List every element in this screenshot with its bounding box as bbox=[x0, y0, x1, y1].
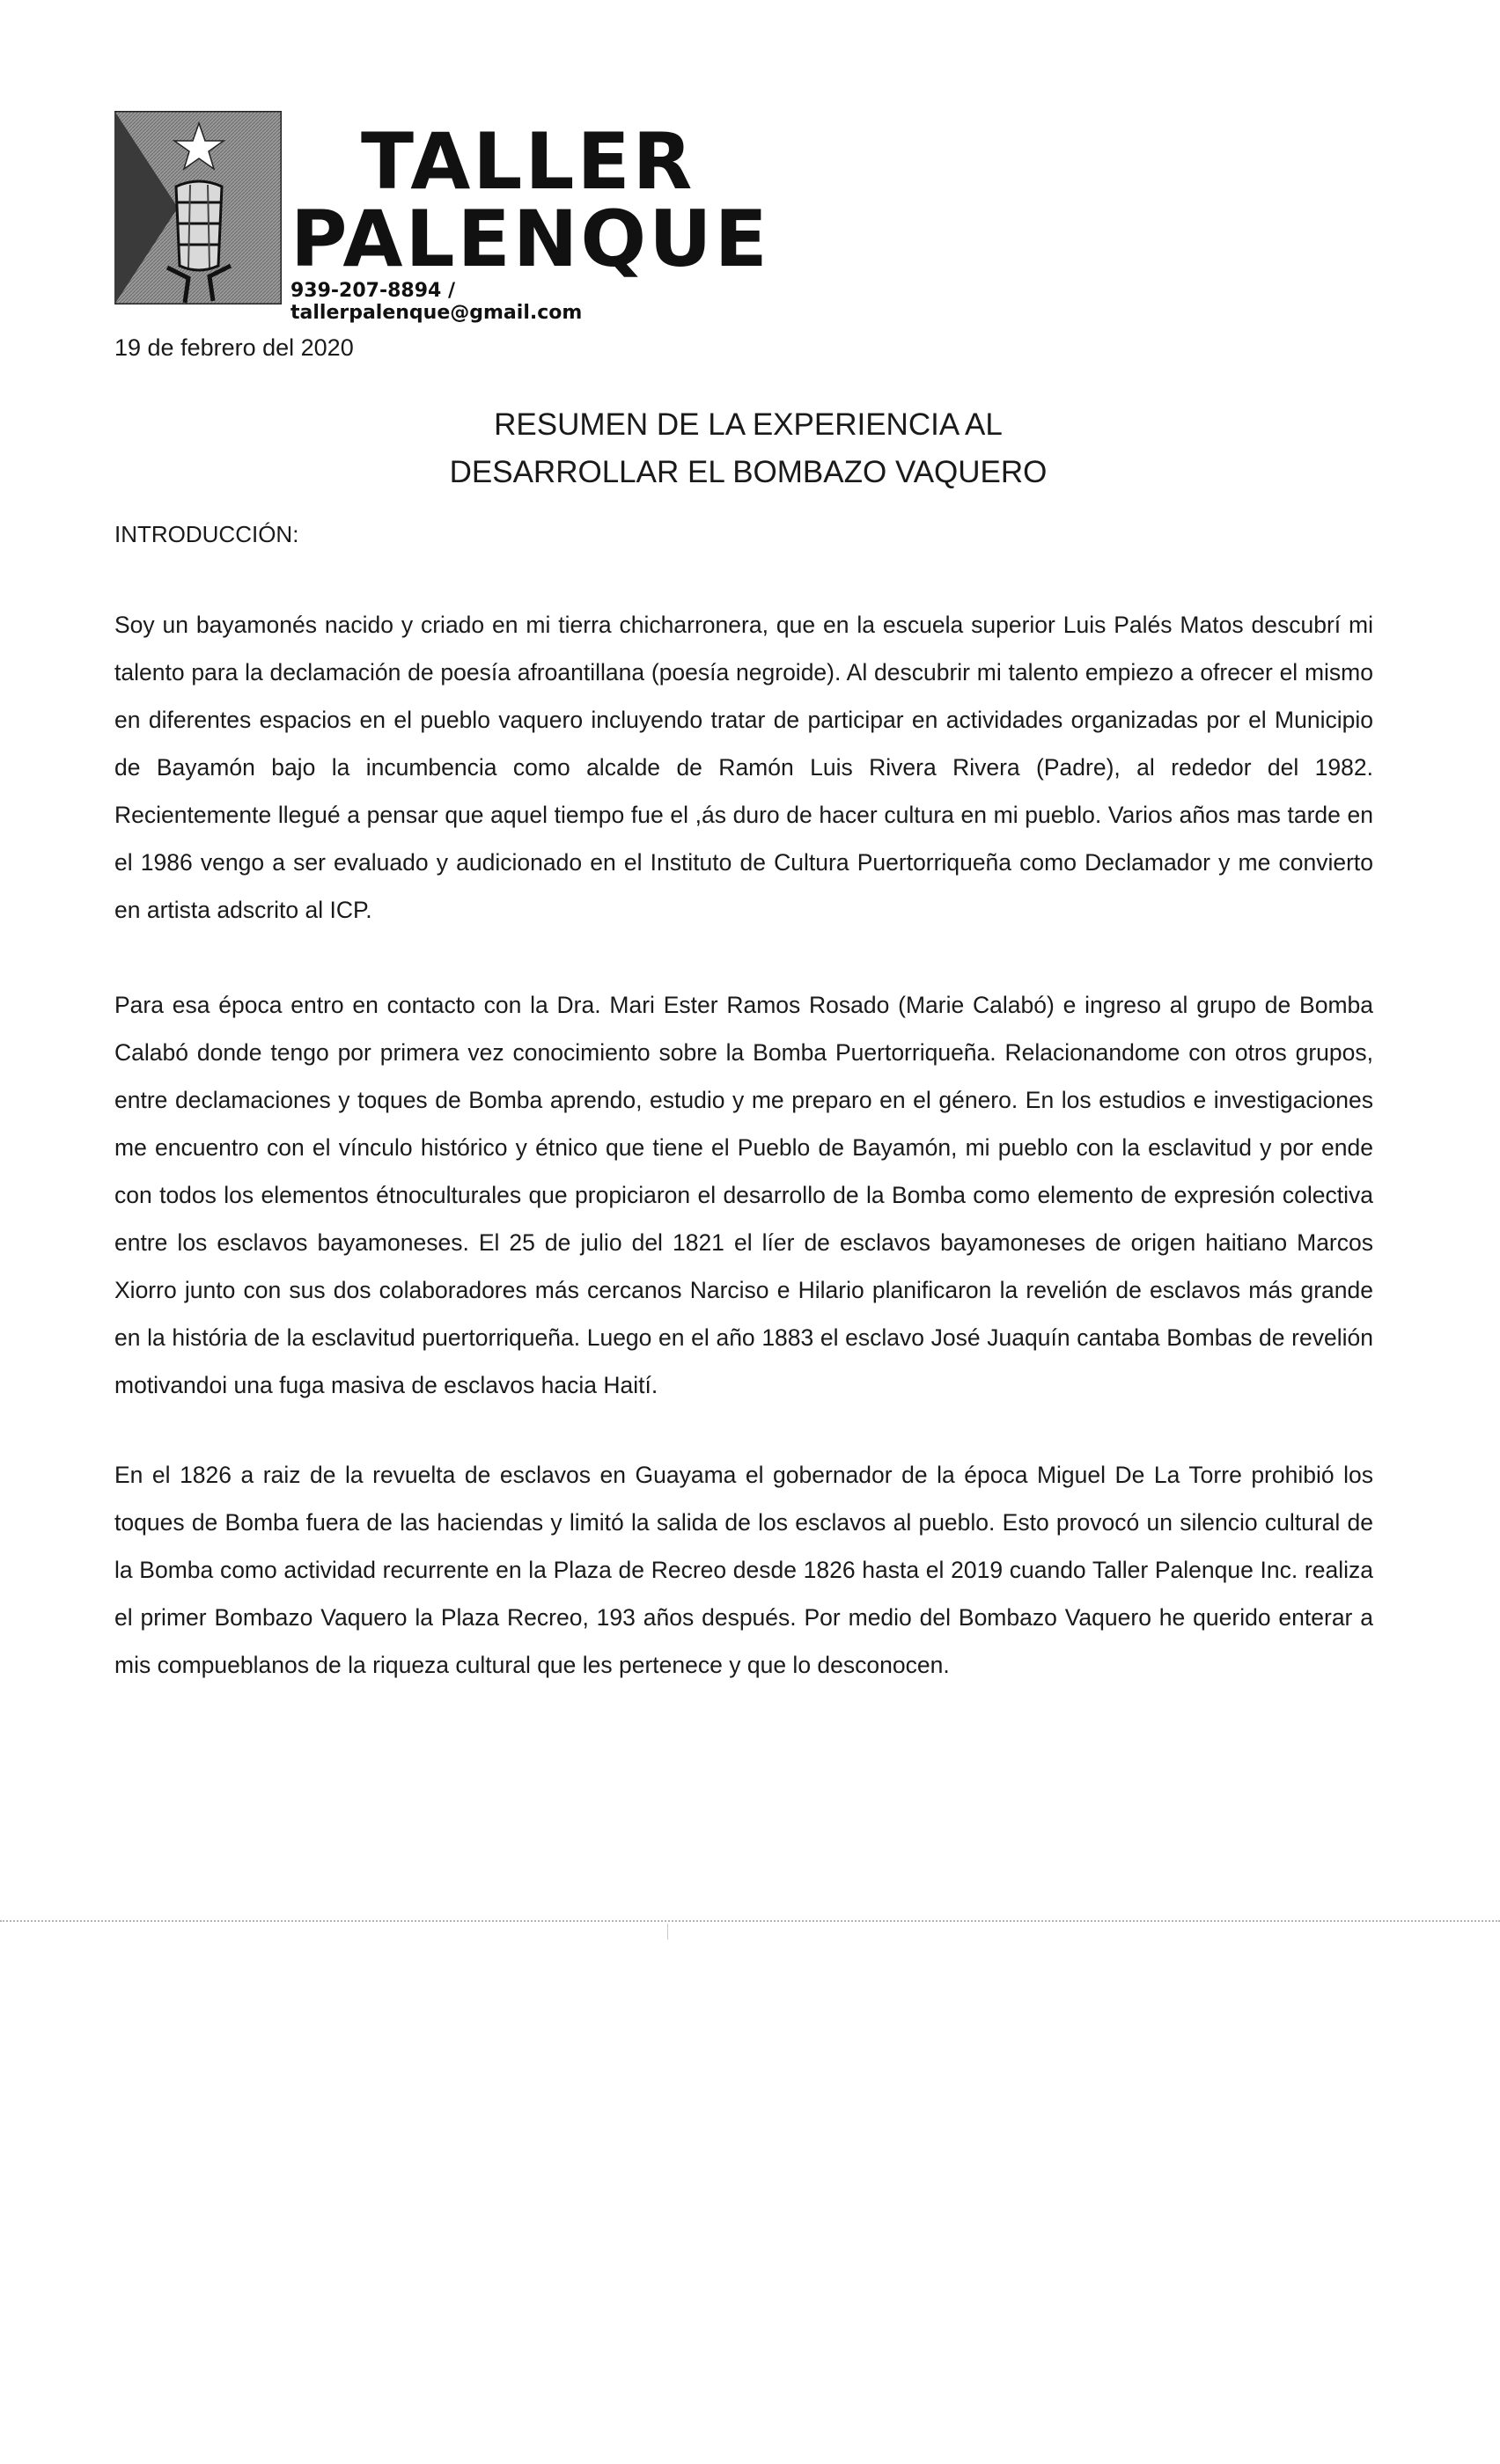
paragraph-1: Soy un bayamonés nacido y criado en mi tierra chicharronera, que en la escuela superior Luis Palés Matos descubrí mi talento para la declamación de poesía afroantillana (poesía negroide). Al descubrir mi talento empiezo a ofrecer el mismo en diferentes espacios en el pueblo vaquero incluyendo tratar de participar en actividades organizadas por el Municipio de Bayamón bajo la incumbencia como alcalde de Ramón Luis Rivera Rivera (Padre), al rededor del 1982. Recientemente llegué a pensar que aquel tiempo fue el ,ás duro de hacer cultura en mi pueblo. Varios años mas tarde en el 1986 vengo a ser evaluado y audicionado en el Instituto de Cultura Puertorriqueña como Declamador y me convierto en artista adscrito al ICP. bbox=[114, 611, 1373, 923]
letterhead bbox=[114, 111, 770, 324]
document-title bbox=[264, 401, 1232, 496]
divider-mark bbox=[667, 1924, 668, 1940]
title-line-2: DESARROLLAR EL BOMBAZO VAQUERO bbox=[449, 455, 1048, 489]
page-divider bbox=[0, 1920, 1500, 1922]
brand-name-line1: TALLER bbox=[361, 116, 695, 207]
section-heading: INTRODUCCIÓN: bbox=[114, 521, 299, 547]
paragraph-3: En el 1826 a raiz de la revuelta de esclavos en Guayama el gobernador de la época Miguel De La Torre prohibió los toques de Bomba fuera de las haciendas y limitó la salida de los esclavos al pueblo. Esto provocó un silencio cultural de la Bomba como actividad recurrente en la Plaza de Recreo desde 1826 hasta el 2019 cuando Taller Palenque Inc. realiza el primer Bombazo Vaquero la Plaza Recreo, 193 años después. Por medio del Bombazo Vaquero he querido enterar a mis compueblanos de la riqueza cultural que les pertenece y que lo desconocen. bbox=[114, 1461, 1373, 1678]
logo-flag-drum-icon bbox=[114, 111, 282, 304]
brand-name-line2: PALENQUE bbox=[290, 194, 770, 284]
contact-info: 939-207-8894 / tallerpalenque@gmail.com bbox=[290, 280, 583, 324]
paragraph-2: Para esa época entro en contacto con la Dra. Mari Ester Ramos Rosado (Marie Calabó) e ingreso al grupo de Bomba Calabó donde tengo por primera vez conocimiento sobre la Bomba Puertorriqueña. Relacionandome con otros grupos, entre declamaciones y toques de Bomba aprendo, estudio y me preparo en el género. En los estudios e investigaciones me encuentro con el vínculo histórico y étnico que tiene el Pueblo de Bayamón, mi pueblo con la esclavitud y por ende con todos los elementos étnoculturales que propiciaron el desarrollo de la Bomba como elemento de expresión colectiva entre los esclavos bayamoneses. El 25 de julio del 1821 el líer de esclavos bayamoneses de origen haitiano Marcos Xiorro junto con sus dos colaboradores más cercanos Narciso e Hilario planificaron la revelión de esclavos más grande en la história de la esclavitud puertorriqueña. Luego en el año 1883 el esclavo José Juaquín cantaba Bombas de revelión motivandoi una fuga masiva de esclavos hacia Haití. bbox=[114, 991, 1373, 1398]
document-date: 19 de febrero del 2020 bbox=[114, 334, 354, 361]
title-line-1: RESUMEN DE LA EXPERIENCIA AL bbox=[494, 407, 1003, 442]
